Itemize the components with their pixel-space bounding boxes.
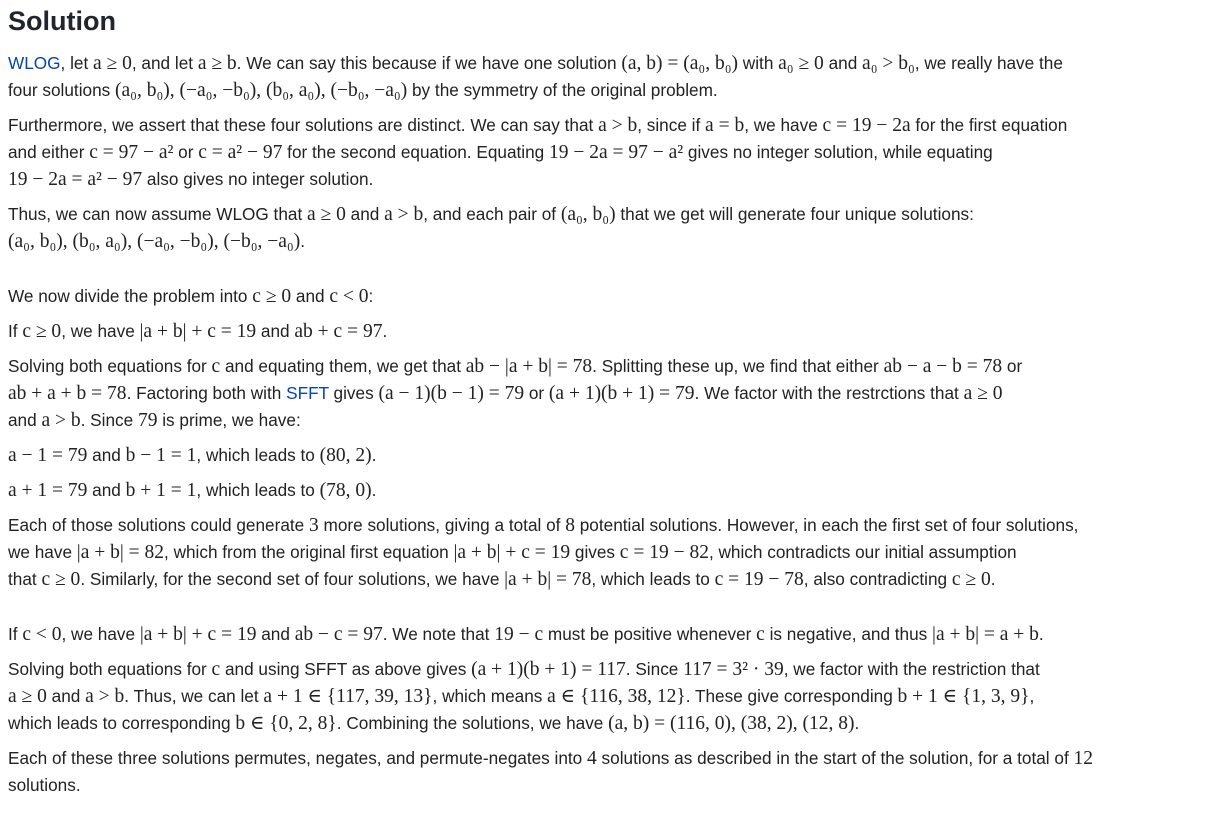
paragraph-text: more solutions, giving a total of — [318, 515, 566, 535]
math-expression: (a + 1)(b + 1) = 117 — [471, 659, 626, 680]
math-expression: c = 19 − 2a — [822, 115, 911, 136]
paragraph — [8, 477, 1209, 504]
math-expression: c — [756, 624, 765, 645]
paragraph-text: and — [256, 624, 295, 644]
math-expression: |a + b| + c = 19 — [139, 321, 257, 342]
math-expression: b − 1 = 1 — [125, 445, 197, 466]
paragraph-text: . Splitting these up, we find that either — [592, 356, 884, 376]
math-expression: a ≥ 0 — [963, 383, 1003, 404]
paragraph-text: . We can say this because if we have one solution — [236, 53, 622, 73]
math-expression: 117 = 3² · 39 — [683, 659, 784, 680]
paragraph-text: . — [371, 445, 377, 465]
paragraph-text: potential solutions. However, in each the first set of four solutions, — [574, 515, 1079, 535]
paragraph-text: . — [300, 231, 305, 251]
paragraph-text: Each of these three solutions permutes, negates, and permute-negates into — [8, 748, 588, 768]
math-expression: |a + b| + c = 19 — [139, 624, 257, 645]
paragraph-text: that we get will generate four unique solutions: — [615, 204, 974, 224]
paragraph-text: , and let — [131, 53, 198, 73]
math-expression: 19 − c — [494, 624, 544, 645]
math-expression: a + 1 = 79 — [8, 480, 88, 501]
math-expression: c = a² − 97 — [198, 142, 283, 163]
math-expression: 8 — [565, 515, 575, 536]
solution-body — [8, 50, 1209, 798]
paragraph-text: , we factor with the restriction that — [783, 659, 1040, 679]
paragraph-text: , we have — [61, 321, 140, 341]
term-link[interactable]: SFFT — [286, 383, 329, 403]
math-expression: b + 1 ∈ {1, 3, 9} — [897, 686, 1030, 707]
paragraph-text: . — [371, 480, 377, 500]
math-expression: c ≥ 0 — [951, 569, 991, 590]
math-expression: 19 − 2a = 97 − a² — [549, 142, 684, 163]
math-expression: (80, 2) — [319, 445, 372, 466]
paragraph-text: is negative, and thus — [764, 624, 933, 644]
math-expression: c = 97 − a² — [89, 142, 174, 163]
paragraph-text: Solving both equations for — [8, 659, 212, 679]
math-expression: |a + b| = a + b — [932, 624, 1039, 645]
paragraph — [8, 656, 1209, 737]
paragraph-text: for the first equation — [910, 115, 1068, 135]
math-expression: a₀ ≥ 0 — [778, 53, 824, 74]
math-expression: ab + c = 97 — [294, 321, 383, 342]
math-expression: a ≥ b — [197, 53, 237, 74]
paragraph-text: , which contradicts our initial assumption — [708, 542, 1017, 562]
math-expression: (a, b) = (a₀, b₀) — [621, 53, 739, 74]
paragraph-text: . Similarly, for the second set of four solutions, we have — [80, 569, 505, 589]
math-expression: c < 0 — [22, 624, 62, 645]
paragraph-text: for the second equation. Equating — [282, 142, 549, 162]
math-expression: (a₀, b₀), (b₀, a₀), (−a₀, −b₀), (−b₀, −a₀) — [8, 231, 301, 252]
paragraph-text: with — [738, 53, 779, 73]
math-expression: b ∈ {0, 2, 8} — [235, 713, 337, 734]
paragraph — [8, 283, 1209, 310]
math-expression: c = 19 − 78 — [714, 569, 804, 590]
paragraph-text: , we have — [744, 115, 823, 135]
math-expression: a ≥ 0 — [8, 686, 47, 707]
math-expression: c — [211, 659, 221, 680]
paragraph-text: and equating them, we get that — [220, 356, 466, 376]
math-expression: ab − |a + b| = 78 — [465, 356, 593, 377]
paragraph — [8, 745, 1209, 798]
paragraph — [8, 621, 1209, 648]
math-expression: (78, 0) — [319, 480, 372, 501]
math-expression: 79 — [137, 410, 158, 431]
math-expression: 3 — [308, 515, 319, 536]
math-expression: a₀ > b₀ — [862, 53, 915, 74]
math-expression: |a + b| = 82 — [76, 542, 165, 563]
math-expression: c ≥ 0 — [22, 321, 62, 342]
math-expression: ab − c = 97 — [294, 624, 383, 645]
paragraph-text: solutions. — [8, 775, 81, 795]
paragraph — [8, 512, 1209, 593]
math-expression: a > b — [41, 410, 81, 431]
math-expression: 19 − 2a = a² − 97 — [8, 169, 143, 190]
paragraph-text: , which means — [432, 686, 548, 706]
paragraph-text: four solutions — [8, 80, 116, 100]
paragraph-text: also gives no integer solution. — [142, 169, 374, 189]
math-expression: c < 0 — [329, 286, 369, 307]
math-expression: (a, b) = (116, 0), (38, 2), (12, 8) — [608, 713, 855, 734]
paragraph-text: , — [1029, 686, 1035, 706]
paragraph-text: . We factor with the restrctions that — [694, 383, 964, 403]
math-expression: a ∈ {116, 38, 12} — [547, 686, 686, 707]
paragraph — [8, 353, 1209, 434]
paragraph-text: Each of those solutions could generate — [8, 515, 309, 535]
paragraph-text: or — [524, 383, 549, 403]
paragraph-text: and — [87, 445, 126, 465]
paragraph-text: and — [46, 686, 86, 706]
paragraph-text: or — [1002, 356, 1023, 376]
paragraph — [8, 201, 1209, 255]
paragraph-text: Solving both equations for — [8, 356, 212, 376]
paragraph-text: and — [256, 321, 295, 341]
math-expression: b + 1 = 1 — [125, 480, 197, 501]
paragraph-text: , since if — [637, 115, 706, 135]
paragraph-text: . Since — [80, 410, 138, 430]
paragraph-text: . — [854, 713, 860, 733]
math-expression: a > b — [85, 686, 125, 707]
math-expression: (a + 1)(b + 1) = 79 — [548, 383, 695, 404]
paragraph-text: : — [368, 286, 374, 306]
math-expression: a ≥ 0 — [93, 53, 132, 74]
math-expression: c — [211, 356, 221, 377]
paragraph-text: is prime, we have: — [157, 410, 301, 430]
math-expression: c ≥ 0 — [41, 569, 81, 590]
paragraph-text: gives no integer solution, while equating — [683, 142, 993, 162]
paragraph-text: and — [87, 480, 126, 500]
paragraph-text: We now divide the problem into — [8, 286, 253, 306]
paragraph-text: solutions as described in the start of the solution, for a total of — [596, 748, 1074, 768]
math-expression: a > b — [384, 204, 424, 225]
paragraph-text: . — [382, 321, 388, 341]
paragraph-text: Furthermore, we assert that these four solutions are distinct. We can say that — [8, 115, 599, 135]
paragraph-text: that — [8, 569, 42, 589]
paragraph-text: , which from the original first equation — [164, 542, 454, 562]
paragraph-text: , let — [60, 53, 94, 73]
math-expression: 4 — [587, 748, 597, 769]
paragraph-text: , which leads to — [196, 445, 320, 465]
math-expression: |a + b| + c = 19 — [453, 542, 571, 563]
math-expression: ab − a − b = 78 — [883, 356, 1003, 377]
paragraph-text: . These give corresponding — [685, 686, 898, 706]
paragraph-text: . Since — [625, 659, 684, 679]
paragraph-text: , we have — [61, 624, 140, 644]
paragraph-text: . Thus, we can let — [124, 686, 264, 706]
paragraph — [8, 112, 1209, 193]
paragraph-text: . — [990, 569, 996, 589]
paragraph-text: by the symmetry of the original problem. — [407, 80, 718, 100]
paragraph-text: and — [345, 204, 385, 224]
paragraph-text: gives — [328, 383, 379, 403]
paragraph-text: , also contradicting — [803, 569, 952, 589]
paragraph-text: we have — [8, 542, 77, 562]
paragraph-text: . We note that — [382, 624, 495, 644]
paragraph-text: Thus, we can now assume WLOG that — [8, 204, 307, 224]
paragraph-text: , and each pair of — [423, 204, 561, 224]
math-expression: a = b — [705, 115, 745, 136]
paragraph — [8, 50, 1209, 104]
paragraph-text: . Factoring both with — [126, 383, 287, 403]
term-link[interactable]: WLOG — [8, 53, 61, 73]
page-title: Solution — [8, 6, 116, 36]
paragraph-text: must be positive whenever — [543, 624, 757, 644]
paragraph-text: gives — [570, 542, 620, 562]
math-expression: ab + a + b = 78 — [8, 383, 127, 404]
paragraph-text: If — [8, 624, 23, 644]
math-expression: a + 1 ∈ {117, 39, 13} — [263, 686, 433, 707]
paragraph-text: or — [173, 142, 199, 162]
paragraph-text: and — [8, 410, 42, 430]
paragraph-text: , which leads to — [196, 480, 320, 500]
paragraph-text: and — [823, 53, 863, 73]
math-expression: (a₀, b₀), (−a₀, −b₀), (b₀, a₀), (−b₀, −a₀) — [115, 80, 408, 101]
math-expression: (a₀, b₀) — [560, 204, 616, 225]
math-expression: a > b — [598, 115, 638, 136]
paragraph-text: , we really have the — [914, 53, 1063, 73]
paragraph-text: and either — [8, 142, 90, 162]
paragraph-text: and using SFFT as above gives — [220, 659, 472, 679]
math-expression: a − 1 = 79 — [8, 445, 88, 466]
paragraph-text: , which leads to — [591, 569, 715, 589]
math-expression: a ≥ 0 — [307, 204, 346, 225]
paragraph-text: . — [1038, 624, 1044, 644]
math-expression: 12 — [1073, 748, 1094, 769]
math-expression: c = 19 − 82 — [619, 542, 709, 563]
paragraph-text: . Combining the solutions, we have — [336, 713, 609, 733]
math-expression: (a − 1)(b − 1) = 79 — [378, 383, 525, 404]
paragraph-text: If — [8, 321, 23, 341]
paragraph-text: which leads to corresponding — [8, 713, 236, 733]
math-expression: |a + b| = 78 — [504, 569, 592, 590]
paragraph — [8, 442, 1209, 469]
paragraph — [8, 318, 1209, 345]
paragraph-text: and — [291, 286, 330, 306]
math-expression: c ≥ 0 — [252, 286, 292, 307]
